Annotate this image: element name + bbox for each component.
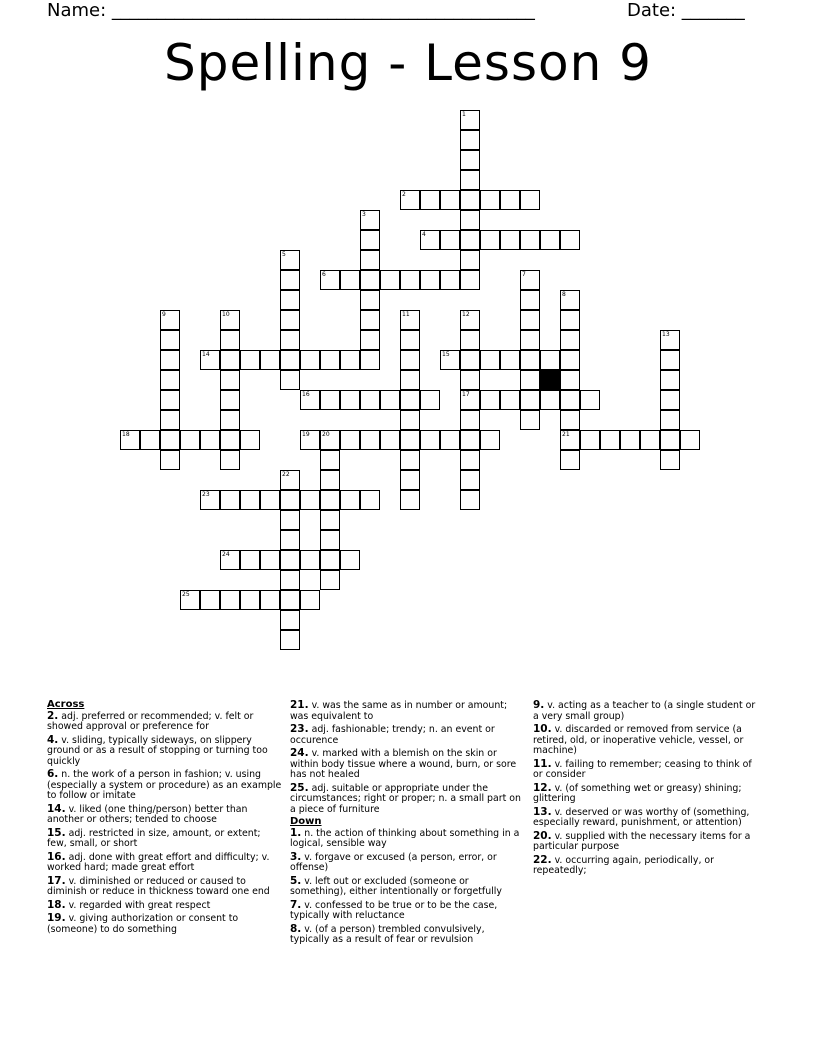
crossword-cell[interactable] [280, 530, 300, 550]
clue-number: 11. [533, 757, 552, 770]
crossword-cell[interactable] [320, 350, 340, 370]
date-field-label: Date: _______ [627, 0, 745, 21]
cell-number: 12 [462, 311, 470, 318]
cell-number: 13 [662, 331, 670, 338]
crossword-cell[interactable] [400, 490, 420, 510]
crossword-cell[interactable] [220, 350, 240, 370]
clue-item [533, 700, 763, 722]
crossword-cell[interactable] [300, 350, 320, 370]
crossword-cell[interactable] [320, 430, 340, 450]
crossword-cell[interactable] [400, 410, 420, 430]
clue-number: 25. [290, 781, 309, 794]
cell-number: 3 [362, 211, 366, 218]
clue-text: v. (of a person) trembled convulsively, typically as a result of fear or revulsion [290, 923, 485, 945]
crossword-cell[interactable] [220, 410, 240, 430]
crossword-cell[interactable] [460, 250, 480, 270]
crossword-cell[interactable] [540, 230, 560, 250]
cell-number: 4 [422, 231, 426, 238]
crossword-cell[interactable] [440, 350, 460, 370]
clue-text: v. liked (one thing/person) better than another or others; tended to choose [47, 803, 248, 825]
clue-text: adj. preferred or recommended; v. felt or showed approval or preference for [47, 710, 254, 732]
crossword-cell[interactable] [160, 370, 180, 390]
crossword-cell[interactable] [560, 310, 580, 330]
clue-text: v. deserved or was worthy of (something, especially reward, punishment, or attention) [533, 806, 750, 828]
crossword-cell[interactable] [280, 610, 300, 630]
crossword-cell[interactable] [540, 350, 560, 370]
clue-number: 21. [290, 699, 309, 711]
clue-number: 9. [533, 699, 545, 711]
clues-column-1 [47, 700, 283, 937]
crossword-cell[interactable] [440, 430, 460, 450]
clue-item [47, 711, 283, 733]
crossword-cell[interactable] [460, 490, 480, 510]
cell-number: 22 [282, 471, 290, 478]
clues-column-2 [290, 700, 526, 948]
crossword-cell[interactable] [520, 190, 540, 210]
clue-text: v. forgave or excused (a person, error, or offense) [290, 851, 497, 873]
crossword-cell[interactable] [360, 270, 380, 290]
crossword-cell[interactable] [280, 290, 300, 310]
crossword-cell[interactable] [260, 590, 280, 610]
cell-number: 2 [402, 191, 406, 198]
crossword-cell[interactable] [460, 110, 480, 130]
crossword-cell[interactable] [340, 490, 360, 510]
clue-number: 19. [47, 912, 66, 924]
crossword-cell[interactable] [560, 350, 580, 370]
crossword-cell[interactable] [400, 190, 420, 210]
crossword-cell[interactable] [220, 490, 240, 510]
crossword-cell[interactable] [440, 230, 460, 250]
crossword-cell[interactable] [160, 390, 180, 410]
crossword-cell[interactable] [380, 390, 400, 410]
cell-number: 25 [182, 591, 190, 598]
crossword-cell[interactable] [220, 390, 240, 410]
crossword-cell[interactable] [280, 310, 300, 330]
crossword-cell[interactable] [520, 350, 540, 370]
crossword-cell[interactable] [380, 430, 400, 450]
clue-item [290, 852, 526, 874]
clue-text: adj. done with great effort and difficulty; v. worked hard; made great effort [47, 851, 270, 873]
clue-text: adj. suitable or appropriate under the circumstances; right or proper; n. a small part on a piece of furniture [290, 782, 521, 815]
crossword-cell[interactable] [580, 430, 600, 450]
crossword-cell[interactable] [460, 330, 480, 350]
crossword-cell[interactable] [180, 590, 200, 610]
crossword-cell[interactable] [520, 410, 540, 430]
crossword-cell[interactable] [480, 230, 500, 250]
clue-item [47, 769, 283, 802]
clue-item [533, 831, 763, 853]
crossword-cell[interactable] [460, 390, 480, 410]
cell-number: 19 [302, 431, 310, 438]
cell-number: 8 [562, 291, 566, 298]
clue-item [533, 807, 763, 829]
crossword-cell[interactable] [560, 330, 580, 350]
crossword-cell[interactable] [320, 490, 340, 510]
crossword-cell[interactable] [300, 430, 320, 450]
crossword-cell[interactable] [660, 450, 680, 470]
crossword-cell[interactable] [380, 270, 400, 290]
clue-text: v. acting as a teacher to (a single student or a very small group) [533, 700, 756, 722]
clue-text: adj. restricted in size, amount, or extent; few, small, or short [47, 827, 261, 849]
clue-item [290, 748, 526, 781]
crossword-cell[interactable] [160, 350, 180, 370]
clue-number: 4. [47, 733, 59, 746]
crossword-cell[interactable] [360, 290, 380, 310]
crossword-cell[interactable] [660, 410, 680, 430]
clue-number: 24. [290, 747, 309, 759]
crossword-cell[interactable] [520, 330, 540, 350]
crossword-cell[interactable] [440, 190, 460, 210]
clue-text: v. marked with a blemish on the skin or within body tissue where a wound, burn, or sore has not healed [290, 748, 517, 780]
crossword-cell[interactable] [460, 210, 480, 230]
crossword-cell[interactable] [280, 250, 300, 270]
crossword-cell[interactable] [520, 270, 540, 290]
crossword-cell[interactable] [160, 450, 180, 470]
clue-text: v. discarded or removed from service (a retired, old, or inoperative vehicle, vessel, or machine) [533, 724, 744, 756]
clue-number: 5. [290, 874, 302, 887]
crossword-cell[interactable] [520, 390, 540, 410]
crossword-cell[interactable] [280, 570, 300, 590]
clue-item [290, 900, 526, 922]
crossword-cell[interactable] [400, 470, 420, 490]
crossword-cell[interactable] [620, 430, 640, 450]
crossword-cell[interactable] [560, 410, 580, 430]
clue-text: v. sliding, typically sideways, on slippery ground or as a result of stopping or turning too quickly [47, 734, 268, 767]
crossword-cell[interactable] [280, 550, 300, 570]
clue-number: 2. [47, 709, 59, 722]
crossword-cell[interactable] [420, 430, 440, 450]
crossword-cell[interactable] [400, 450, 420, 470]
crossword-cell[interactable] [560, 450, 580, 470]
crossword-cell[interactable] [360, 390, 380, 410]
cell-number: 7 [522, 271, 526, 278]
clue-item [290, 924, 526, 946]
crossword-cell[interactable] [580, 390, 600, 410]
cell-number: 17 [462, 391, 470, 398]
crossword-cell[interactable] [360, 430, 380, 450]
crossword-cell[interactable] [320, 450, 340, 470]
cell-number: 16 [302, 391, 310, 398]
clue-number: 8. [290, 922, 302, 935]
crossword-cell[interactable] [660, 370, 680, 390]
crossword-cell[interactable] [460, 230, 480, 250]
cell-number: 1 [462, 111, 466, 118]
cell-number: 18 [122, 431, 130, 438]
clue-text: v. regarded with great respect [65, 899, 211, 911]
clue-number: 18. [47, 898, 66, 911]
clue-item [290, 783, 526, 816]
crossword-cell[interactable] [460, 130, 480, 150]
cell-number: 24 [222, 551, 230, 558]
crossword-cell[interactable] [260, 350, 280, 370]
crossword-cell[interactable] [360, 210, 380, 230]
clue-item [47, 828, 283, 850]
clue-text: v. occurring again, periodically, or repeatedly; [533, 854, 714, 876]
crossword-cell[interactable] [400, 330, 420, 350]
crossword-cell[interactable] [320, 550, 340, 570]
clue-text: n. the work of a person in fashion; v. using (especially a system or procedure) as an example to follow or imitate [47, 769, 282, 801]
crossword-cell[interactable] [460, 350, 480, 370]
clue-item [290, 724, 526, 746]
crossword-cell[interactable] [300, 390, 320, 410]
crossword-cell[interactable] [640, 430, 660, 450]
crossword-cell[interactable] [460, 270, 480, 290]
clue-number: 10. [533, 723, 552, 735]
cell-number: 10 [222, 311, 230, 318]
clue-number: 6. [47, 768, 59, 780]
cell-number: 15 [442, 351, 450, 358]
clues-column-3 [533, 700, 763, 879]
clue-number: 16. [47, 850, 66, 863]
crossword-cell[interactable] [500, 230, 520, 250]
crossword-cell[interactable] [360, 330, 380, 350]
crossword-cell[interactable] [220, 310, 240, 330]
clue-item [533, 759, 763, 781]
clue-text: v. giving authorization or consent to (someone) to do something [47, 913, 239, 935]
crossword-cell[interactable] [360, 350, 380, 370]
clue-item [290, 828, 526, 850]
crossword-cell[interactable] [660, 350, 680, 370]
crossword-cell[interactable] [320, 470, 340, 490]
clue-number: 7. [290, 898, 302, 911]
clue-item [290, 700, 526, 722]
crossword-cell[interactable] [280, 330, 300, 350]
clue-section-heading: Down [290, 816, 322, 827]
crossword-cell[interactable] [300, 590, 320, 610]
crossword-cell[interactable] [320, 510, 340, 530]
crossword-cell[interactable] [220, 330, 240, 350]
crossword-cell[interactable] [400, 390, 420, 410]
cell-number: 20 [322, 431, 330, 438]
clue-text: v. diminished or reduced or caused to diminish or reduce in thickness toward one end [47, 875, 270, 897]
clue-item [47, 804, 283, 826]
crossword-cell[interactable] [500, 190, 520, 210]
page-title: Spelling - Lesson 9 [164, 34, 652, 92]
crossword-cell[interactable] [260, 490, 280, 510]
clue-number: 3. [290, 850, 302, 863]
crossword-cell[interactable] [340, 550, 360, 570]
crossword-cell[interactable] [500, 390, 520, 410]
crossword-cell[interactable] [480, 350, 500, 370]
crossword-cell[interactable] [460, 310, 480, 330]
clue-item [533, 783, 763, 805]
crossword-cell[interactable] [280, 490, 300, 510]
clue-number: 13. [533, 805, 552, 818]
cell-number: 21 [562, 431, 570, 438]
clue-item [47, 735, 283, 768]
clue-text: v. failing to remember; ceasing to think of or consider [533, 758, 752, 780]
clue-item [47, 876, 283, 898]
crossword-cell[interactable] [320, 570, 340, 590]
crossword-cell[interactable] [440, 270, 460, 290]
clue-number: 23. [290, 723, 309, 735]
crossword-cell[interactable] [520, 290, 540, 310]
clue-item [290, 876, 526, 898]
crossword-cell[interactable] [320, 270, 340, 290]
crossword-cell[interactable] [200, 430, 220, 450]
crossword-cell[interactable] [220, 550, 240, 570]
cell-number: 14 [202, 351, 210, 358]
clue-text: n. the action of thinking about something in a logical, sensible way [290, 827, 520, 849]
crossword-cell[interactable] [280, 370, 300, 390]
crossword-cell[interactable] [240, 590, 260, 610]
crossword-cell[interactable] [120, 430, 140, 450]
crossword-cell[interactable] [240, 350, 260, 370]
cell-number: 23 [202, 491, 210, 498]
crossword-cell[interactable] [280, 510, 300, 530]
crossword-cell[interactable] [460, 190, 480, 210]
crossword-cell[interactable] [400, 270, 420, 290]
cell-number: 9 [162, 311, 166, 318]
crossword-cell[interactable] [360, 250, 380, 270]
crossword-cell[interactable] [280, 270, 300, 290]
clue-number: 14. [47, 802, 66, 815]
crossword-cell[interactable] [200, 490, 220, 510]
crossword-cell[interactable] [280, 590, 300, 610]
crossword-cell[interactable] [680, 430, 700, 450]
clue-text: v. was the same as in number or amount; was equivalent to [290, 700, 508, 722]
crossword-cell[interactable] [220, 430, 240, 450]
crossword-cell[interactable] [340, 350, 360, 370]
clue-number: 20. [533, 829, 552, 842]
crossword-cell[interactable] [460, 170, 480, 190]
black-cell [540, 370, 560, 390]
clue-number: 22. [533, 853, 552, 866]
crossword-cell[interactable] [660, 330, 680, 350]
crossword-cell[interactable] [520, 310, 540, 330]
crossword-cell[interactable] [360, 310, 380, 330]
crossword-cell[interactable] [320, 390, 340, 410]
crossword-cell[interactable] [360, 230, 380, 250]
crossword-cell[interactable] [480, 190, 500, 210]
crossword-cell[interactable] [420, 230, 440, 250]
clue-text: v. supplied with the necessary items for a particular purpose [533, 830, 751, 852]
crossword-cell[interactable] [220, 590, 240, 610]
crossword-cell[interactable] [180, 430, 200, 450]
clue-number: 15. [47, 826, 66, 839]
crossword-cell[interactable] [280, 470, 300, 490]
clue-number: 17. [47, 874, 66, 887]
crossword-cell[interactable] [160, 430, 180, 450]
clue-text: v. confessed to be true or to be the case, typically with reluctance [290, 899, 498, 921]
crossword-cell[interactable] [300, 550, 320, 570]
clue-item [47, 900, 283, 912]
crossword-cell[interactable] [420, 390, 440, 410]
crossword-cell[interactable] [220, 370, 240, 390]
crossword-cell[interactable] [460, 410, 480, 430]
crossword-cell[interactable] [560, 230, 580, 250]
clue-item [47, 852, 283, 874]
crossword-cell[interactable] [160, 410, 180, 430]
cell-number: 5 [282, 251, 286, 258]
crossword-cell[interactable] [460, 430, 480, 450]
crossword-cell[interactable] [560, 390, 580, 410]
crossword-cell[interactable] [400, 350, 420, 370]
crossword-cell[interactable] [260, 550, 280, 570]
crossword-cell[interactable] [540, 390, 560, 410]
crossword-cell[interactable] [520, 230, 540, 250]
crossword-cell[interactable] [400, 430, 420, 450]
name-field-label: Name: _______________________________________________ [47, 0, 535, 21]
crossword-cell[interactable] [560, 290, 580, 310]
crossword-cell[interactable] [200, 590, 220, 610]
crossword-cell[interactable] [280, 350, 300, 370]
crossword-cell[interactable] [360, 490, 380, 510]
crossword-cell[interactable] [340, 270, 360, 290]
clue-number: 1. [290, 826, 302, 839]
crossword-cell[interactable] [480, 390, 500, 410]
crossword-cell[interactable] [240, 550, 260, 570]
crossword-cell[interactable] [240, 490, 260, 510]
clue-section-heading: Across [47, 699, 85, 710]
crossword-cell[interactable] [240, 430, 260, 450]
clue-text: v. (of something wet or greasy) shining; glittering [533, 782, 742, 804]
crossword-cell[interactable] [460, 470, 480, 490]
crossword-cell[interactable] [160, 310, 180, 330]
crossword-cell[interactable] [460, 370, 480, 390]
clue-number: 12. [533, 781, 552, 794]
crossword-cell[interactable] [600, 430, 620, 450]
crossword-cell[interactable] [160, 330, 180, 350]
crossword-cell[interactable] [400, 370, 420, 390]
crossword-cell[interactable] [300, 490, 320, 510]
crossword-cell[interactable] [500, 350, 520, 370]
crossword-cell[interactable] [420, 270, 440, 290]
crossword-cell[interactable] [520, 370, 540, 390]
clue-item [533, 855, 763, 877]
clue-text: adj. fashionable; trendy; n. an event or occurence [290, 724, 495, 746]
clue-text: v. left out or excluded (someone or something), either intentionally or forgetfully [290, 875, 502, 897]
clue-item [533, 724, 763, 757]
crossword-cell[interactable] [200, 350, 220, 370]
cell-number: 11 [402, 311, 410, 318]
crossword-cell[interactable] [460, 450, 480, 470]
crossword-cell[interactable] [460, 150, 480, 170]
crossword-cell[interactable] [560, 370, 580, 390]
crossword-cell[interactable] [140, 430, 160, 450]
crossword-cell[interactable] [660, 430, 680, 450]
crossword-cell[interactable] [320, 530, 340, 550]
crossword-cell[interactable] [400, 310, 420, 330]
crossword-cell[interactable] [340, 430, 360, 450]
crossword-cell[interactable] [560, 430, 580, 450]
crossword-cell[interactable] [660, 390, 680, 410]
crossword-cell[interactable] [420, 190, 440, 210]
crossword-cell[interactable] [220, 450, 240, 470]
clue-item [47, 913, 283, 935]
crossword-cell[interactable] [480, 430, 500, 450]
crossword-cell[interactable] [340, 390, 360, 410]
crossword-cell[interactable] [280, 630, 300, 650]
cell-number: 6 [322, 271, 326, 278]
